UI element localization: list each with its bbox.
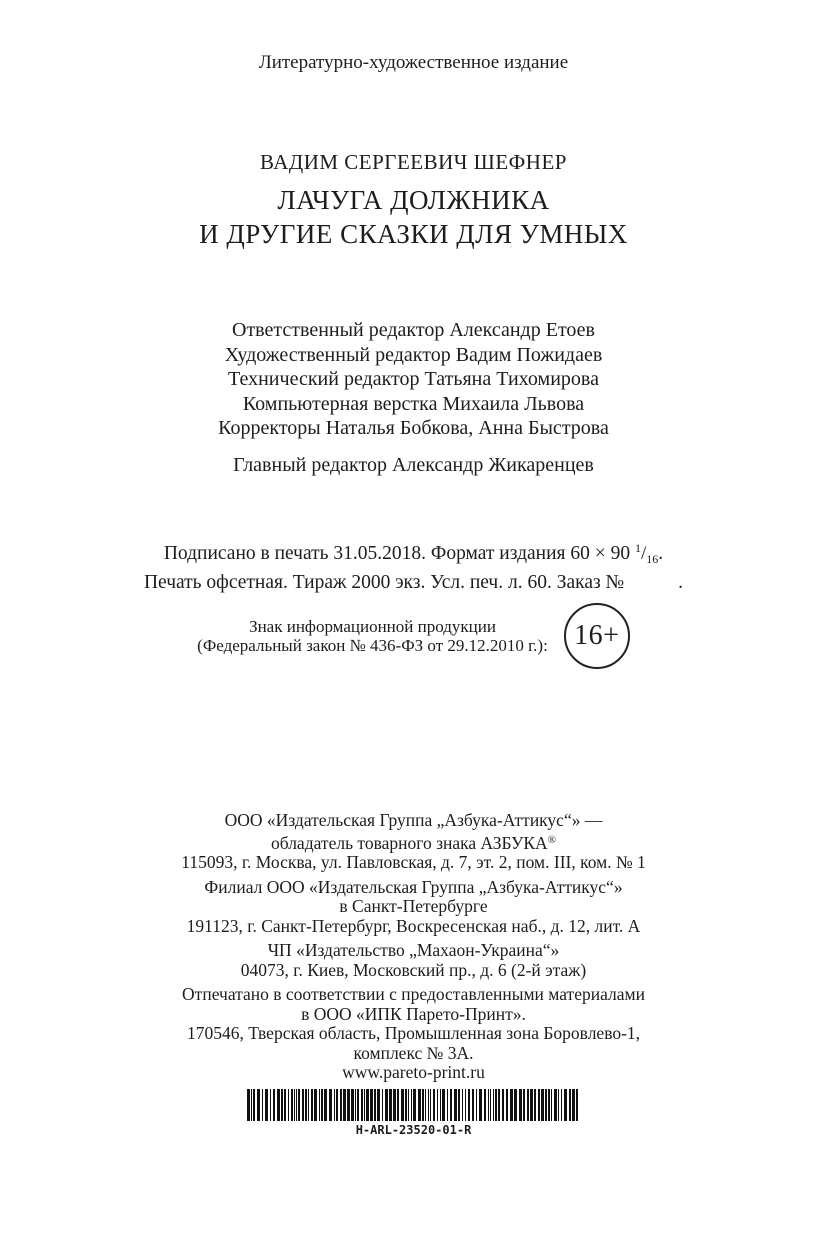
format-fraction-denominator: 16 [646,552,659,566]
printer-address-line: 170546, Тверская область, Промышленная зона Боровлево-1, [186,1023,641,1043]
age-rating-label-line2: (Федеральный закон № 436-ФЗ от 29.12.2010 г.): [197,636,548,655]
book-title-line2: И ДРУГИЕ СКАЗКИ ДЛЯ УМНЫХ [199,219,628,249]
credit-line-responsible-editor: Ответственный редактор Александр Етоев [232,319,595,341]
printed-note-line: Отпечатано в соответствии с предоставленными материалами [182,984,645,1004]
barcode-label: H-ARL-23520-01-R [355,1122,472,1137]
printer-name-line: в ООО «ИПК Парето-Принт». [301,1003,526,1024]
spb-branch-line: Филиал ООО «Издательская Группа „Азбука-Аттикус“» [204,876,623,897]
age-rating-label [197,617,548,656]
trademark-line: обладатель товарного знака АЗБУКА® [270,832,557,853]
spb-city-line: в Санкт-Петербурге [339,896,488,916]
printer-group [0,985,827,1083]
publisher-group-moscow [0,811,827,873]
printer-website: www.pareto-print.ru [342,1062,485,1082]
publisher-info [0,811,827,1083]
age-rating-row [0,603,827,669]
credit-line-technical-editor: Технический редактор Татьяна Тихомирова [228,368,599,390]
age-rating-label-line1: Знак информационной продукции [249,616,496,636]
credits-list [0,318,827,441]
credit-line-proofreaders: Корректоры Наталья Бобкова, Анна Быстрова [218,417,609,439]
barcode-bars [247,1089,580,1121]
age-rating-badge: 16+ [564,603,630,669]
kiev-address-line: 04073, г. Киев, Московский пр., д. 6 (2-й этаж) [240,959,587,980]
print-info-line2: Печать офсетная. Тираж 2000 экз. Усл. печ. л. 60. Заказ № . [143,572,684,593]
publisher-name-line: ООО «Издательская Группа „Азбука-Аттикус“» — [224,810,603,830]
book-title [0,183,827,251]
registered-mark: ® [547,833,557,846]
chief-editor-line: Главный редактор Александр Жикаренцев [233,453,594,476]
publisher-group-spb [0,878,827,937]
print-info [0,536,827,595]
moscow-address-line: 115093, г. Москва, ул. Павловская, д. 7, эт. 2, пом. III, ком. № 1 [181,852,646,872]
format-fraction-numerator: 1 [635,541,641,555]
spb-address-line: 191123, г. Санкт-Петербург, Воскресенская наб., д. 12, лит. А [186,915,641,936]
printer-complex-line: комплекс № 3А. [353,1042,474,1063]
barcode [0,1089,827,1137]
credit-line-art-editor: Художественный редактор Вадим Пожидаев [224,343,603,366]
book-title-line1: ЛАЧУГА ДОЛЖНИКА [277,185,550,215]
publisher-group-ukraine [0,941,827,980]
format-fraction-slash: / [641,543,647,564]
credit-line-layout: Компьютерная верстка Михаила Львова [242,392,585,415]
print-info-line1: Подписано в печать 31.05.2018. Формат издания 60 × 90 $^1/_{16}$. [163,541,664,566]
ukraine-publisher-line: ЧП «Издательство „Махаон-Украина“» [267,940,560,960]
edition-note: Литературно-художественное издание [258,52,569,73]
book-author: ВАДИМ СЕРГЕЕВИЧ ШЕФНЕР [260,150,567,174]
